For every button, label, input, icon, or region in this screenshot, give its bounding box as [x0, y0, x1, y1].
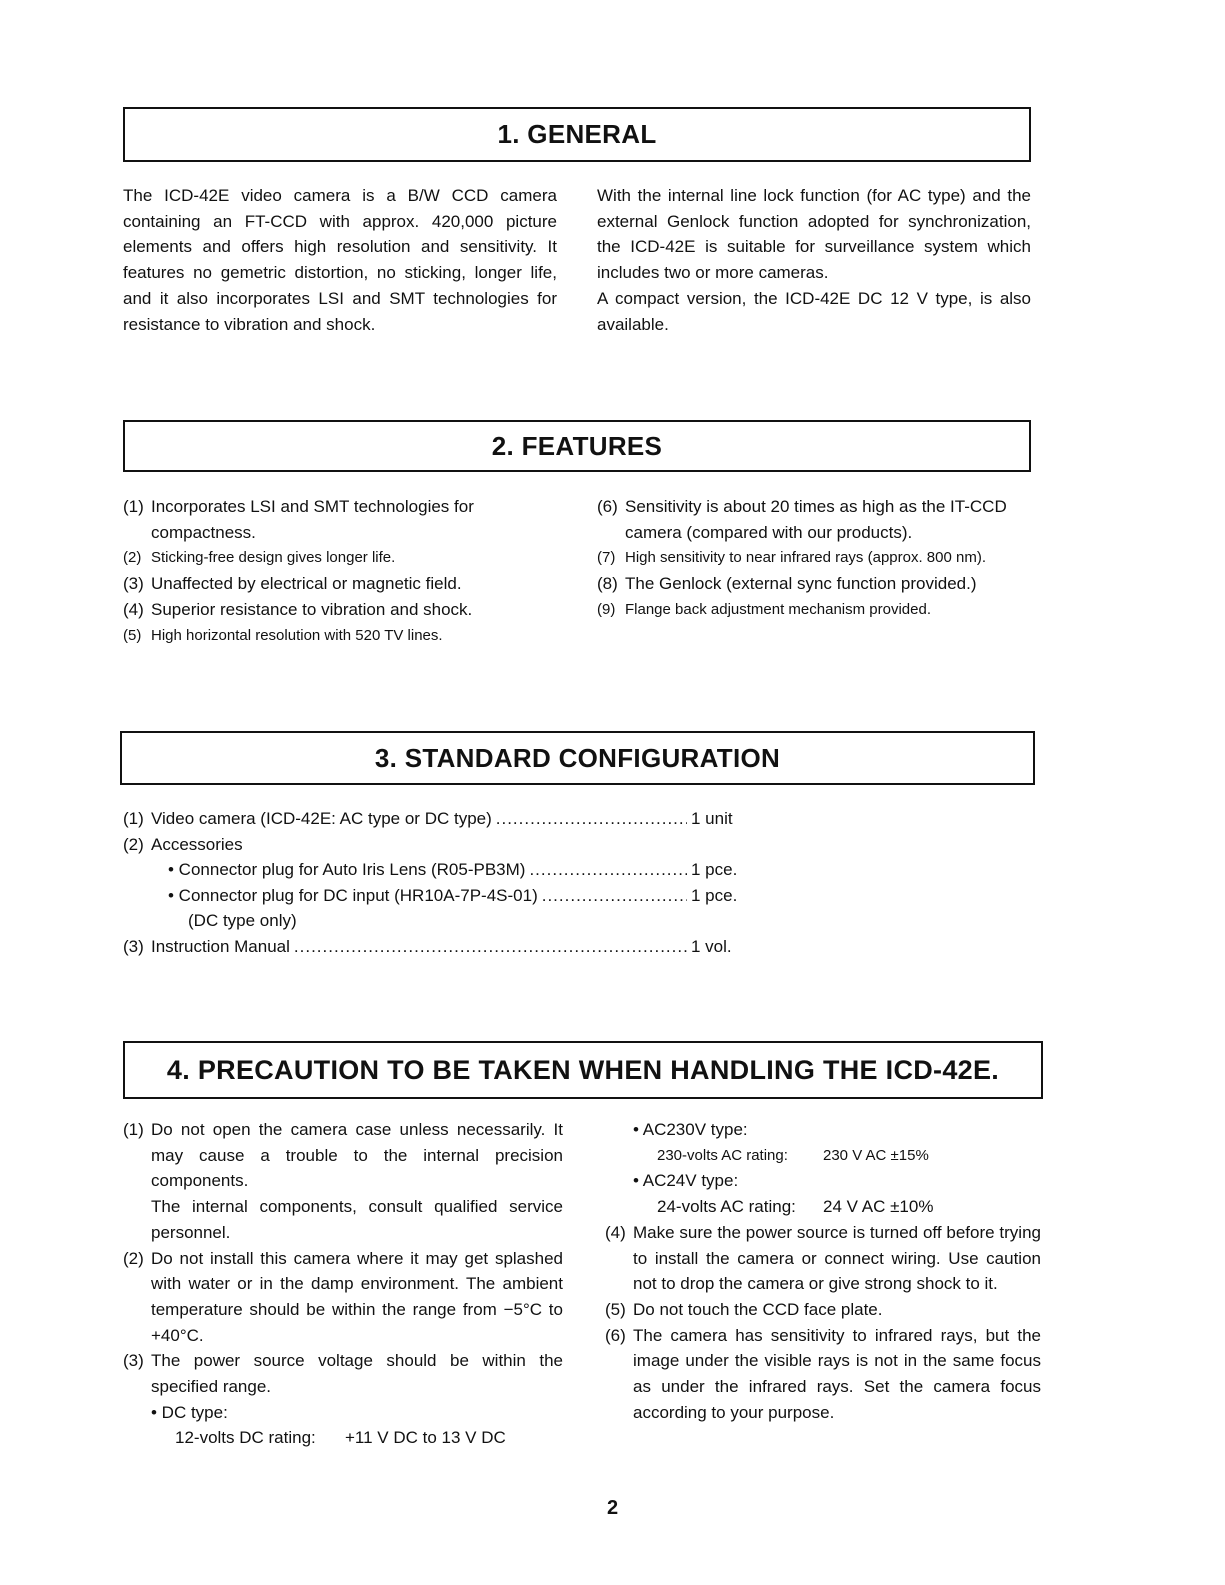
dc-rating-row: 12-volts DC rating: +11 V DC to 13 V DC [175, 1428, 506, 1448]
dc-type-label: • DC type: [151, 1402, 228, 1422]
precaution-item-1-note: The internal components, consult qualified service personnel. [151, 1197, 563, 1242]
general-intro-paragraph: The ICD-42E video camera is a B/W CCD camera containing an FT-CCD with approx. 420,000 picture elements and offers high resolution and sensitivity. It features no gemetric distortion, no sticking, longer life, and it also incorporates LSI and SMT technologies for resistance to vibration and shock. [123, 186, 557, 334]
list-item: (7) High sensitivity to near infrared rays (approx. 800 nm). [597, 549, 986, 567]
config-item-accessories: (2) Accessories [123, 834, 243, 854]
ac230-type-label: • AC230V type: [633, 1120, 748, 1139]
leader-dots [529, 857, 687, 883]
precaution-item-6: (6) The camera has sensitivity to infrared rays, but the image under the visible rays is not in the same focus as under the infrared rays. Set the camera focus according to your purpose. [605, 1325, 1041, 1422]
ac24-type-label: • AC24V type: [633, 1171, 739, 1191]
page-number: 2 [606, 1497, 619, 1519]
list-item: (1) Incorporates LSI and SMT technologies for compactness. [123, 497, 474, 542]
features-left-list [123, 494, 563, 648]
section-configuration-title: 3. STANDARD CONFIGURATION [374, 742, 781, 773]
features-right-list [597, 494, 1037, 623]
precaution-item-3: (3) The power source voltage should be within the specified range. [123, 1351, 563, 1397]
leader-dots [294, 934, 687, 960]
general-right-column [597, 183, 1031, 337]
section-precaution-header [123, 1041, 1043, 1099]
section-general-header [123, 107, 1031, 162]
section-configuration-header [120, 731, 1035, 785]
configuration-list [123, 806, 743, 959]
config-subitem-note: (DC type only) [188, 911, 297, 930]
ac230-rating-row: 230-volts AC rating: 230 V AC ±15% [657, 1146, 929, 1164]
precaution-item-1: (1) Do not open the camera case unless necessarily. It may cause a trouble to the internal precision components. [123, 1120, 563, 1191]
list-item: (4) Superior resistance to vibration and shock. [123, 599, 473, 619]
list-item: (9) Flange back adjustment mechanism provided. [597, 600, 931, 618]
general-sync-paragraph: With the internal line lock function (for AC type) and the external Genlock function adopted for synchronization, the ICD-42E is suitable for surveillance system which includes two or more cameras. [597, 186, 1031, 283]
config-subitem-iris-plug: • Connector plug for Auto Iris Lens (R05-PB3M) ..... 1 pce. [123, 857, 743, 883]
section-features-title: 2. FEATURES [491, 430, 663, 461]
config-subitem-dc-plug: • Connector plug for DC input (HR10A-7P-4S-01) ..... 1 pce. [123, 883, 743, 909]
section-precaution-title: 4. PRECAUTION TO BE TAKEN WHEN HANDLING THE ICD-42E. [166, 1054, 1000, 1085]
precaution-right-column [605, 1117, 1041, 1425]
list-item: (8) The Genlock (external sync function provided.) [597, 574, 977, 594]
config-item-manual: (3) Instruction Manual ..... 1 vol. [123, 934, 743, 960]
precaution-item-2: (2) Do not install this camera where it may get splashed with water or in the damp environment. The ambient temperature should be within the range from −5°C to +40°C. [123, 1248, 563, 1345]
config-item-camera: (1) Video camera (ICD-42E: AC type or DC type) ..... 1 unit [123, 806, 743, 832]
list-item: (3) Unaffected by electrical or magnetic field. [123, 574, 462, 594]
general-left-column [123, 183, 557, 337]
precaution-left-column [123, 1117, 563, 1451]
general-compact-paragraph: A compact version, the ICD-42E DC 12 V type, is also available. [597, 288, 1031, 334]
ac24-rating-row: 24-volts AC rating: 24 V AC ±10% [657, 1197, 934, 1217]
list-item: (6) Sensitivity is about 20 times as high as the IT-CCD camera (compared with our products). [597, 497, 1007, 542]
precaution-item-5: (5) Do not touch the CCD face plate. [605, 1299, 883, 1319]
list-item: (5) High horizontal resolution with 520 TV lines. [123, 626, 443, 644]
leader-dots [542, 883, 687, 909]
section-general-title: 1. GENERAL [497, 119, 657, 149]
leader-dots [496, 806, 687, 832]
section-features-header [123, 420, 1031, 472]
precaution-item-4: (4) Make sure the power source is turned off before trying to install the camera or connect wiring. Use caution not to drop the camera or give strong shock to it. [605, 1222, 1041, 1294]
list-item: (2) Sticking-free design gives longer life. [123, 549, 396, 567]
